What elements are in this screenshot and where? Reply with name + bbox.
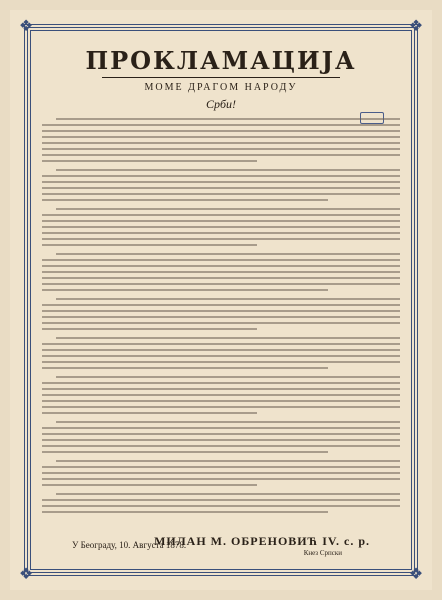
proclamation-sheet (10, 10, 432, 590)
document-date: У Београду, 10. Августа 1878. (72, 540, 187, 550)
document-subtitle: МОМЕ ДРАГОМ НАРОДУ (144, 82, 298, 93)
body-text (42, 118, 400, 513)
document-footer (42, 534, 400, 558)
corner-ornament-icon: ❖ (408, 564, 424, 583)
signature: МИЛАН М. ОБРЕНОВИЋ IV. с. р. (154, 534, 370, 548)
corner-ornament-icon: ❖ (18, 564, 34, 583)
document-title: ПРОКЛАМАЦИЈА (85, 46, 357, 75)
corner-ornament-icon: ❖ (18, 16, 34, 35)
document-content (42, 38, 400, 562)
countersign: Кнез Српски (303, 549, 342, 557)
corner-ornament-icon: ❖ (408, 16, 424, 35)
salutation: Срби! (205, 97, 237, 111)
title-rule (102, 77, 340, 78)
